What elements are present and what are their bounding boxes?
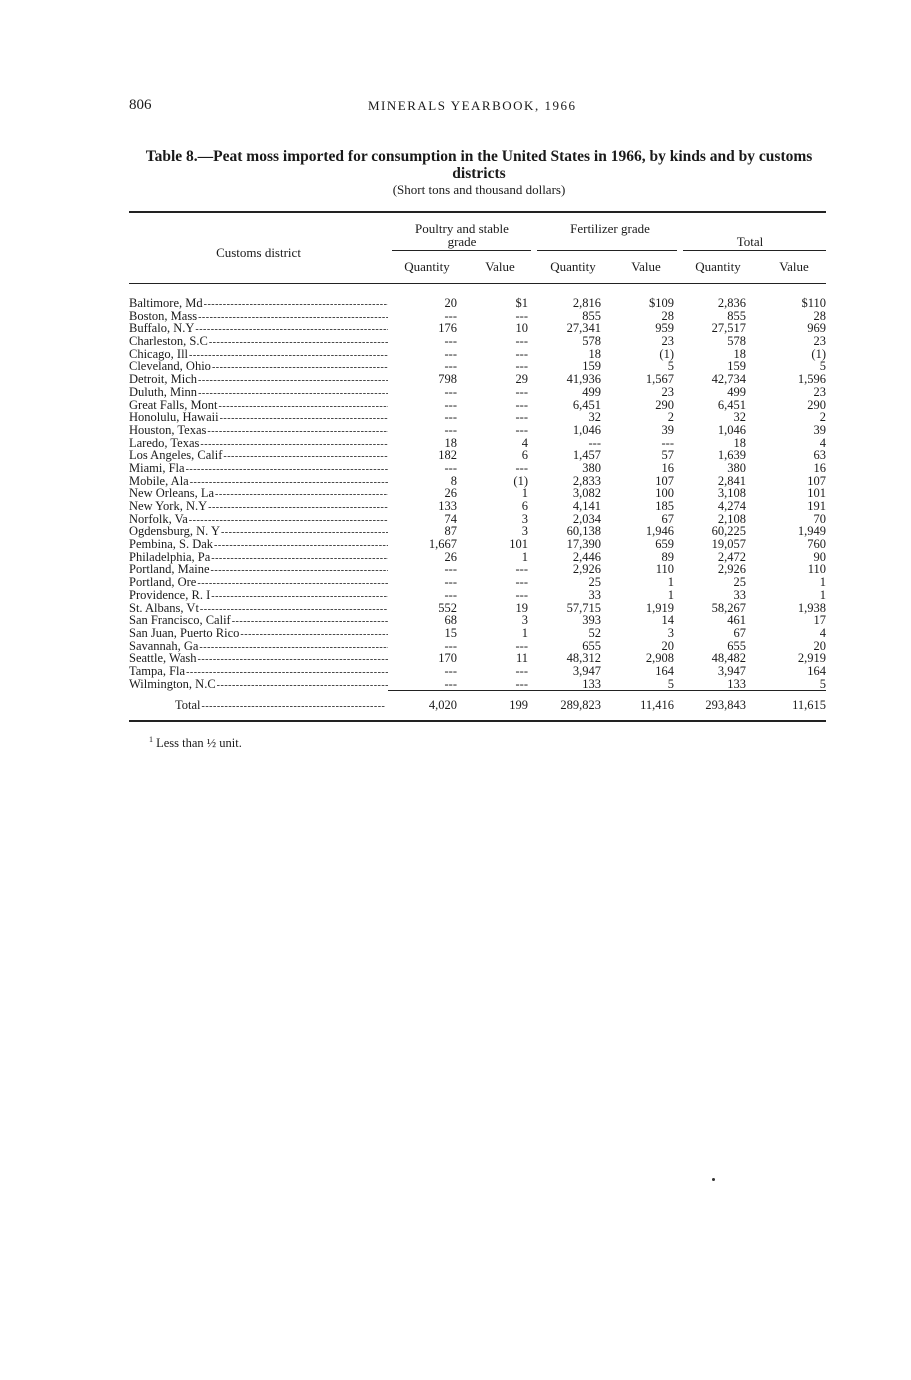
district-name: Boston, Mass ----- — [129, 310, 388, 325]
table-cell: $110 — [801, 296, 826, 310]
table-cell: 159 — [727, 359, 746, 374]
column-header-value-1: Value — [485, 259, 515, 274]
table-cell: 2,919 — [797, 651, 826, 666]
table-cell: 2,472 — [717, 549, 746, 564]
table-cell: 18 — [733, 346, 746, 361]
table-cell: 68 — [444, 613, 457, 628]
table-cell: --- — [444, 460, 457, 475]
table-cell: --- — [444, 663, 457, 678]
table-cell: 60,138 — [566, 524, 601, 539]
table-cell: 16 — [661, 460, 674, 475]
table-cell: 1,949 — [797, 524, 826, 539]
table-cell: 100 — [655, 486, 674, 501]
stub-header: Customs district — [216, 245, 301, 260]
district-name: Los Angeles, Calif ----- — [129, 449, 388, 464]
table-cell: 6 — [521, 499, 528, 513]
table-cell: 23 — [813, 334, 826, 349]
table-cell: 28 — [813, 308, 826, 323]
table-cell: 17 — [813, 613, 826, 628]
column-header-quantity-3: Quantity — [695, 259, 741, 274]
table-cell: 2,816 — [572, 296, 601, 310]
table-cell: 1,946 — [645, 524, 674, 539]
table-row — [129, 500, 826, 513]
table-cell: 760 — [807, 537, 826, 552]
table-cell: 2,108 — [717, 511, 746, 526]
table-cell: 4 — [521, 435, 528, 450]
table-cell: 33 — [733, 587, 746, 602]
table-cell: --- — [515, 384, 528, 399]
table-cell: 3 — [521, 524, 528, 539]
table-cell: 133 — [438, 499, 457, 513]
table-cell: --- — [515, 334, 528, 349]
table-cell: --- — [444, 346, 457, 361]
table-cell: 1,457 — [572, 448, 601, 463]
district-name: New Orleans, La ----- — [129, 487, 388, 502]
district-name: Seattle, Wash ----- — [129, 652, 388, 667]
table-cell: --- — [661, 435, 674, 450]
district-name: San Juan, Puerto Rico ----- — [129, 627, 388, 642]
table-row — [129, 589, 826, 602]
table-cell: --- — [444, 308, 457, 323]
table-cell: 20 — [813, 638, 826, 653]
table-cell: 15 — [444, 625, 457, 640]
total-cell: 11,615 — [792, 698, 826, 712]
table-cell: 2 — [819, 410, 826, 425]
table-cell: 20 — [444, 296, 457, 310]
table-cell: 60,225 — [711, 524, 746, 539]
table-cell: 11 — [515, 651, 528, 666]
table-cell: 26 — [444, 549, 457, 564]
column-header-value-2: Value — [631, 259, 661, 274]
table-cell: 3,082 — [572, 486, 601, 501]
table-cell: 42,734 — [711, 372, 746, 387]
table-cell: 6 — [521, 448, 528, 463]
table-cell: 969 — [807, 321, 826, 336]
table-cell: 461 — [727, 613, 746, 628]
table-title: Table 8.—Peat moss imported for consumption in the United States in 1966, by kinds and by customs districts — [145, 148, 813, 182]
table-cell: 655 — [727, 638, 746, 653]
table-cell: 1 — [521, 625, 528, 640]
table-cell: $109 — [649, 296, 674, 310]
table-cell: 52 — [588, 625, 601, 640]
table-body — [129, 297, 826, 690]
header-bottom-rule — [129, 283, 826, 284]
total-rule — [388, 690, 826, 691]
table-row — [129, 335, 826, 348]
table-cell: --- — [444, 587, 457, 602]
district-name: Savannah, Ga ----- — [129, 640, 388, 655]
table-cell: 29 — [515, 372, 528, 387]
table-cell: 8 — [450, 473, 457, 488]
table-row — [129, 386, 826, 399]
table-cell: --- — [444, 575, 457, 590]
table-cell: 39 — [661, 422, 674, 437]
table-cell: 133 — [727, 676, 746, 691]
district-name: Honolulu, Hawaii ----- — [129, 411, 388, 426]
table-cell: 16 — [813, 460, 826, 475]
table-cell: 499 — [582, 384, 601, 399]
table-row — [129, 576, 826, 589]
table-cell: --- — [444, 410, 457, 425]
table-cell: 19 — [515, 600, 528, 615]
table-cell: --- — [515, 397, 528, 412]
table-cell: 67 — [661, 511, 674, 526]
table-cell: 25 — [588, 575, 601, 590]
table-cell: 170 — [438, 651, 457, 666]
table-row — [129, 297, 826, 310]
table-cell: 18 — [588, 346, 601, 361]
table-subtitle: (Short tons and thousand dollars) — [392, 182, 566, 197]
table-cell: --- — [444, 397, 457, 412]
total-cell: 289,823 — [560, 698, 601, 712]
table-cell: 19,057 — [711, 537, 746, 552]
table-row — [129, 538, 826, 551]
district-name: Miami, Fla ----- — [129, 462, 388, 477]
district-name: Pembina, S. Dak ----- — [129, 538, 388, 553]
table-cell: 1 — [521, 486, 528, 501]
table-cell: --- — [515, 587, 528, 602]
table-cell: 2,034 — [572, 511, 601, 526]
table-cell: 20 — [661, 638, 674, 653]
table-cell: --- — [515, 575, 528, 590]
table-cell: 48,482 — [711, 651, 746, 666]
table-cell: 6,451 — [717, 397, 746, 412]
table-cell: --- — [444, 422, 457, 437]
column-header-quantity-2: Quantity — [550, 259, 596, 274]
table-cell: 27,517 — [711, 321, 746, 336]
district-name: Tampa, Fla ----- — [129, 665, 388, 680]
table-cell: 48,312 — [566, 651, 601, 666]
table-cell: 1,596 — [797, 372, 826, 387]
table-cell: 393 — [582, 613, 601, 628]
table-row — [129, 614, 826, 627]
table-cell: 2,836 — [717, 296, 746, 310]
table-cell: 18 — [444, 435, 457, 450]
table-cell: 28 — [661, 308, 674, 323]
table-cell: 101 — [807, 486, 826, 501]
table-cell: 5 — [667, 359, 674, 374]
table-cell: (1) — [659, 346, 674, 361]
table-cell: 1,639 — [717, 448, 746, 463]
district-name: Detroit, Mich ----- — [129, 373, 388, 388]
table-cell: 4 — [819, 435, 826, 450]
table-cell: 855 — [727, 308, 746, 323]
table-cell: --- — [444, 384, 457, 399]
district-name: Charleston, S.C ----- — [129, 335, 388, 350]
table-cell: 1 — [819, 575, 826, 590]
table-cell: 2,926 — [717, 562, 746, 577]
table-row — [129, 602, 826, 615]
table-row — [129, 411, 826, 424]
district-name: Laredo, Texas ----- — [129, 437, 388, 452]
table-cell: 1,919 — [645, 600, 674, 615]
district-name: Mobile, Ala ----- — [129, 475, 388, 490]
total-cell: 199 — [509, 698, 528, 712]
column-header-value-3: Value — [779, 259, 809, 274]
table-cell: 182 — [438, 448, 457, 463]
table-cell: 14 — [661, 613, 674, 628]
table-bottom-rule — [129, 720, 826, 722]
table-cell: 1,667 — [428, 537, 457, 552]
table-row — [129, 322, 826, 335]
table-cell: 290 — [655, 397, 674, 412]
district-name: Ogdensburg, N. Y ----- — [129, 525, 388, 540]
table-cell: 101 — [509, 537, 528, 552]
table-cell: 5 — [819, 676, 826, 691]
total-cell: 293,843 — [705, 698, 746, 712]
table-cell: --- — [515, 562, 528, 577]
table-cell: 3 — [521, 613, 528, 628]
table-cell: 3,947 — [717, 663, 746, 678]
group-header-total: Total — [736, 234, 764, 249]
table-cell: 10 — [515, 321, 528, 336]
table-cell: 110 — [655, 562, 674, 577]
table-row — [129, 563, 826, 576]
table-cell: 1 — [667, 575, 674, 590]
table-cell: 27,341 — [566, 321, 601, 336]
table-cell: 6,451 — [572, 397, 601, 412]
footnote-marker: 1 — [149, 735, 153, 744]
total-label: Total ----- — [175, 698, 388, 713]
district-name: Wilmington, N.C ----- — [129, 678, 388, 693]
table-row — [129, 348, 826, 361]
table-cell: 798 — [438, 372, 457, 387]
table-top-rule — [129, 211, 826, 213]
table-row — [129, 373, 826, 386]
table-cell: 578 — [727, 334, 746, 349]
table-cell: 1 — [819, 587, 826, 602]
table-cell: 2,841 — [717, 473, 746, 488]
table-cell: 1,046 — [572, 422, 601, 437]
table-cell: 57,715 — [566, 600, 601, 615]
table-cell: 855 — [582, 308, 601, 323]
table-cell: --- — [515, 663, 528, 678]
table-cell: 18 — [733, 435, 746, 450]
table-cell: 33 — [588, 587, 601, 602]
column-header-quantity-1: Quantity — [404, 259, 450, 274]
table-cell: $1 — [515, 296, 528, 310]
table-cell: 87 — [444, 524, 457, 539]
district-name: Baltimore, Md ----- — [129, 297, 388, 312]
table-cell: 1,046 — [717, 422, 746, 437]
table-cell: 3,108 — [717, 486, 746, 501]
page-number: 806 — [129, 97, 152, 113]
table-cell: --- — [588, 435, 601, 450]
table-cell: 959 — [655, 321, 674, 336]
district-name: Norfolk, Va ----- — [129, 513, 388, 528]
district-name: San Francisco, Calif ----- — [129, 614, 388, 629]
table-row — [129, 399, 826, 412]
table-cell: 499 — [727, 384, 746, 399]
table-cell: 2,908 — [645, 651, 674, 666]
table-cell: 3,947 — [572, 663, 601, 678]
district-name: St. Albans, Vt ----- — [129, 602, 388, 617]
table-cell: 164 — [807, 663, 826, 678]
table-row — [129, 449, 826, 462]
table-cell: 4 — [819, 625, 826, 640]
table-cell: 5 — [819, 359, 826, 374]
district-name: Providence, R. I ----- — [129, 589, 388, 604]
district-name: New York, N.Y ----- — [129, 500, 388, 515]
table-cell: 159 — [582, 359, 601, 374]
table-row — [129, 627, 826, 640]
table-cell: --- — [444, 562, 457, 577]
table-row — [129, 424, 826, 437]
group-header-poultry: Poultry and stable grade — [415, 221, 509, 249]
table-cell: 90 — [813, 549, 826, 564]
table-cell: --- — [515, 410, 528, 425]
district-name: Chicago, Ill ----- — [129, 348, 388, 363]
table-cell: 32 — [733, 410, 746, 425]
table-cell: 1 — [667, 587, 674, 602]
table-cell: --- — [444, 676, 457, 691]
table-cell: 5 — [667, 676, 674, 691]
table-cell: 185 — [655, 499, 674, 513]
district-name: Portland, Maine ----- — [129, 563, 388, 578]
table-cell: 164 — [655, 663, 674, 678]
table-cell: 41,936 — [566, 372, 601, 387]
footnote-text: Less than ½ unit. — [156, 736, 242, 751]
table-cell: 4,274 — [717, 499, 746, 513]
table-cell: 58,267 — [711, 600, 746, 615]
table-cell: 380 — [582, 460, 601, 475]
table-cell: 67 — [733, 625, 746, 640]
table-cell: 2 — [667, 410, 674, 425]
table-cell: --- — [515, 422, 528, 437]
total-cell: 4,020 — [428, 698, 457, 712]
table-cell: 17,390 — [566, 537, 601, 552]
table-cell: --- — [515, 676, 528, 691]
district-name: Cleveland, Ohio ----- — [129, 360, 388, 375]
table-cell: 32 — [588, 410, 601, 425]
table-cell: 23 — [661, 384, 674, 399]
group-rule-total — [683, 250, 826, 251]
table-cell: 659 — [655, 537, 674, 552]
table-cell: --- — [444, 638, 457, 653]
table-cell: 1,938 — [797, 600, 826, 615]
table-cell: 2,446 — [572, 549, 601, 564]
total-cell: 11,416 — [640, 698, 674, 712]
running-title: MINERALS YEARBOOK, 1966 — [368, 98, 577, 113]
footnote — [149, 735, 242, 751]
table-cell: --- — [515, 346, 528, 361]
table-cell: (1) — [513, 473, 528, 488]
table-cell: 1,567 — [645, 372, 674, 387]
district-name: Portland, Ore ----- — [129, 576, 388, 591]
table-cell: 3 — [521, 511, 528, 526]
table-cell: 176 — [438, 321, 457, 336]
table-cell: 380 — [727, 460, 746, 475]
scan-speck — [712, 1178, 715, 1181]
table-cell: 4,141 — [572, 499, 601, 513]
table-cell: 1 — [521, 549, 528, 564]
table-cell: 578 — [582, 334, 601, 349]
table-cell: 25 — [733, 575, 746, 590]
district-name: Buffalo, N.Y ----- — [129, 322, 388, 337]
table-cell: 26 — [444, 486, 457, 501]
table-row — [129, 678, 826, 691]
table-cell: 110 — [807, 562, 826, 577]
table-row — [129, 665, 826, 678]
group-rule-fertilizer — [537, 250, 677, 251]
table-cell: 290 — [807, 397, 826, 412]
group-header-fertilizer: Fertilizer grade — [570, 221, 650, 236]
district-name: Houston, Texas ----- — [129, 424, 388, 439]
table-cell: 74 — [444, 511, 457, 526]
district-name: Duluth, Minn ----- — [129, 386, 388, 401]
table-cell: 2,833 — [572, 473, 601, 488]
table-cell: 70 — [813, 511, 826, 526]
table-cell: 3 — [667, 625, 674, 640]
table-cell: 2,926 — [572, 562, 601, 577]
table-cell: 552 — [438, 600, 457, 615]
district-name: Great Falls, Mont ----- — [129, 399, 388, 414]
table-row — [129, 462, 826, 475]
table-cell: 39 — [813, 422, 826, 437]
table-cell: 107 — [655, 473, 674, 488]
total-row — [129, 698, 826, 712]
group-rule-poultry — [392, 250, 531, 251]
table-cell: --- — [515, 638, 528, 653]
table-cell: 63 — [813, 448, 826, 463]
table-cell: --- — [444, 334, 457, 349]
district-name: Philadelphia, Pa ----- — [129, 551, 388, 566]
table-cell: 23 — [661, 334, 674, 349]
table-cell: --- — [444, 359, 457, 374]
table-cell: 133 — [582, 676, 601, 691]
table-cell: --- — [515, 308, 528, 323]
table-cell: 89 — [661, 549, 674, 564]
table-cell: (1) — [811, 346, 826, 361]
table-cell: 655 — [582, 638, 601, 653]
table-cell: --- — [515, 359, 528, 374]
table-cell: 191 — [807, 499, 826, 513]
table-cell: 57 — [661, 448, 674, 463]
table-cell: 107 — [807, 473, 826, 488]
table-cell: 23 — [813, 384, 826, 399]
table-cell: --- — [515, 460, 528, 475]
